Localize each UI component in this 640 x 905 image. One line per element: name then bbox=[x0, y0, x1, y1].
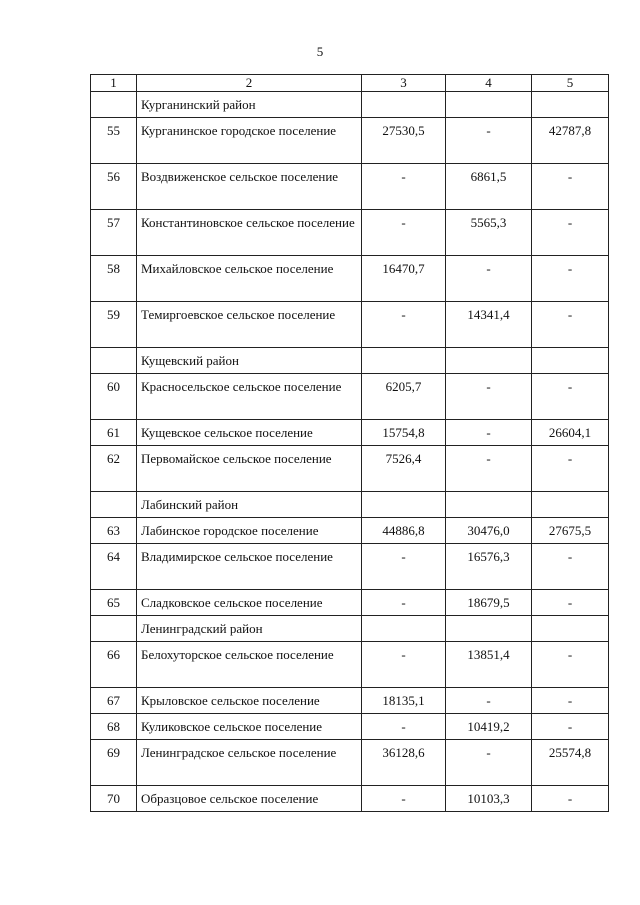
value-col-3: 18135,1 bbox=[362, 688, 446, 714]
value-col-4: - bbox=[446, 118, 532, 164]
value-col-5: - bbox=[532, 544, 609, 590]
row-number: 58 bbox=[91, 256, 137, 302]
value-col-4: - bbox=[446, 374, 532, 420]
district-header-row bbox=[91, 92, 609, 118]
table-row bbox=[91, 688, 609, 714]
settlement-name: Михайловское сельское поселение bbox=[137, 256, 362, 302]
table-row bbox=[91, 786, 609, 812]
table-row bbox=[91, 590, 609, 616]
row-number: 63 bbox=[91, 518, 137, 544]
table-row bbox=[91, 446, 609, 492]
value-col-3: 15754,8 bbox=[362, 420, 446, 446]
row-number: 56 bbox=[91, 164, 137, 210]
settlements-table bbox=[90, 74, 609, 812]
row-number: 64 bbox=[91, 544, 137, 590]
district-name: Курганинский район bbox=[137, 92, 362, 118]
value-col-4: 5565,3 bbox=[446, 210, 532, 256]
value-col-5: 25574,8 bbox=[532, 740, 609, 786]
value-col-3: - bbox=[362, 210, 446, 256]
value-cell-empty bbox=[532, 348, 609, 374]
value-col-3: - bbox=[362, 642, 446, 688]
value-col-4: - bbox=[446, 446, 532, 492]
settlement-name: Первомайское сельское поселение bbox=[137, 446, 362, 492]
value-col-3: 27530,5 bbox=[362, 118, 446, 164]
district-header-row bbox=[91, 616, 609, 642]
table-row bbox=[91, 210, 609, 256]
row-number-empty bbox=[91, 492, 137, 518]
table-row bbox=[91, 544, 609, 590]
value-col-4: 18679,5 bbox=[446, 590, 532, 616]
column-header: 3 bbox=[362, 75, 446, 92]
row-number: 69 bbox=[91, 740, 137, 786]
settlement-name: Сладковское сельское поселение bbox=[137, 590, 362, 616]
table-row bbox=[91, 420, 609, 446]
row-number-empty bbox=[91, 348, 137, 374]
row-number: 55 bbox=[91, 118, 137, 164]
value-col-3: 44886,8 bbox=[362, 518, 446, 544]
value-col-3: - bbox=[362, 544, 446, 590]
column-header: 1 bbox=[91, 75, 137, 92]
value-col-3: - bbox=[362, 714, 446, 740]
table-row bbox=[91, 118, 609, 164]
row-number: 59 bbox=[91, 302, 137, 348]
value-col-5: 27675,5 bbox=[532, 518, 609, 544]
value-cell-empty bbox=[532, 616, 609, 642]
value-col-5: 42787,8 bbox=[532, 118, 609, 164]
value-cell-empty bbox=[446, 92, 532, 118]
value-cell-empty bbox=[362, 92, 446, 118]
value-col-5: - bbox=[532, 374, 609, 420]
value-col-3: 7526,4 bbox=[362, 446, 446, 492]
table-header-row bbox=[91, 75, 609, 92]
district-header-row bbox=[91, 348, 609, 374]
value-col-4: - bbox=[446, 740, 532, 786]
row-number: 62 bbox=[91, 446, 137, 492]
settlement-name: Темиргоевское сельское поселение bbox=[137, 302, 362, 348]
table-row bbox=[91, 740, 609, 786]
value-col-5: - bbox=[532, 164, 609, 210]
value-cell-empty bbox=[362, 348, 446, 374]
table-row bbox=[91, 642, 609, 688]
value-col-4: 30476,0 bbox=[446, 518, 532, 544]
row-number: 67 bbox=[91, 688, 137, 714]
settlement-name: Константиновское сельское поселение bbox=[137, 210, 362, 256]
value-cell-empty bbox=[362, 492, 446, 518]
table-row bbox=[91, 164, 609, 210]
row-number-empty bbox=[91, 616, 137, 642]
district-name: Ленинградский район bbox=[137, 616, 362, 642]
value-cell-empty bbox=[532, 492, 609, 518]
row-number-empty bbox=[91, 92, 137, 118]
value-col-5: - bbox=[532, 256, 609, 302]
column-header: 5 bbox=[532, 75, 609, 92]
settlement-name: Воздвиженское сельское поселение bbox=[137, 164, 362, 210]
value-col-4: - bbox=[446, 256, 532, 302]
value-col-4: 6861,5 bbox=[446, 164, 532, 210]
district-header-row bbox=[91, 492, 609, 518]
page-number: 5 bbox=[316, 44, 324, 59]
value-col-5: - bbox=[532, 302, 609, 348]
row-number: 70 bbox=[91, 786, 137, 812]
value-col-5: - bbox=[532, 786, 609, 812]
value-col-3: - bbox=[362, 590, 446, 616]
value-col-5: - bbox=[532, 590, 609, 616]
row-number: 60 bbox=[91, 374, 137, 420]
column-header: 4 bbox=[446, 75, 532, 92]
value-col-4: 10103,3 bbox=[446, 786, 532, 812]
table-row bbox=[91, 256, 609, 302]
value-col-5: - bbox=[532, 714, 609, 740]
value-col-3: 16470,7 bbox=[362, 256, 446, 302]
row-number: 68 bbox=[91, 714, 137, 740]
row-number: 65 bbox=[91, 590, 137, 616]
settlement-name: Владимирское сельское поселение bbox=[137, 544, 362, 590]
table-row bbox=[91, 518, 609, 544]
value-col-4: 14341,4 bbox=[446, 302, 532, 348]
value-col-3: 6205,7 bbox=[362, 374, 446, 420]
value-col-3: - bbox=[362, 786, 446, 812]
row-number: 57 bbox=[91, 210, 137, 256]
value-col-3: 36128,6 bbox=[362, 740, 446, 786]
settlement-name: Образцовое сельское поселение bbox=[137, 786, 362, 812]
value-col-5: - bbox=[532, 210, 609, 256]
district-name: Кущевский район bbox=[137, 348, 362, 374]
settlement-name: Красносельское сельское поселение bbox=[137, 374, 362, 420]
settlement-name: Кущевское сельское поселение bbox=[137, 420, 362, 446]
settlement-name: Белохуторское сельское поселение bbox=[137, 642, 362, 688]
settlement-name: Лабинское городское поселение bbox=[137, 518, 362, 544]
value-col-5: - bbox=[532, 446, 609, 492]
value-cell-empty bbox=[532, 92, 609, 118]
row-number: 61 bbox=[91, 420, 137, 446]
settlement-name: Крыловское сельское поселение bbox=[137, 688, 362, 714]
column-header: 2 bbox=[137, 75, 362, 92]
value-col-3: - bbox=[362, 302, 446, 348]
value-col-5: 26604,1 bbox=[532, 420, 609, 446]
value-cell-empty bbox=[446, 616, 532, 642]
table-row bbox=[91, 302, 609, 348]
value-cell-empty bbox=[446, 348, 532, 374]
table-row bbox=[91, 374, 609, 420]
settlement-name: Куликовское сельское поселение bbox=[137, 714, 362, 740]
district-name: Лабинский район bbox=[137, 492, 362, 518]
settlement-name: Курганинское городское поселение bbox=[137, 118, 362, 164]
value-cell-empty bbox=[446, 492, 532, 518]
value-col-5: - bbox=[532, 642, 609, 688]
row-number: 66 bbox=[91, 642, 137, 688]
value-col-4: - bbox=[446, 688, 532, 714]
value-col-4: - bbox=[446, 420, 532, 446]
value-col-4: 16576,3 bbox=[446, 544, 532, 590]
value-cell-empty bbox=[362, 616, 446, 642]
settlement-name: Ленинградское сельское поселение bbox=[137, 740, 362, 786]
value-col-4: 10419,2 bbox=[446, 714, 532, 740]
value-col-3: - bbox=[362, 164, 446, 210]
value-col-5: - bbox=[532, 688, 609, 714]
table-row bbox=[91, 714, 609, 740]
value-col-4: 13851,4 bbox=[446, 642, 532, 688]
